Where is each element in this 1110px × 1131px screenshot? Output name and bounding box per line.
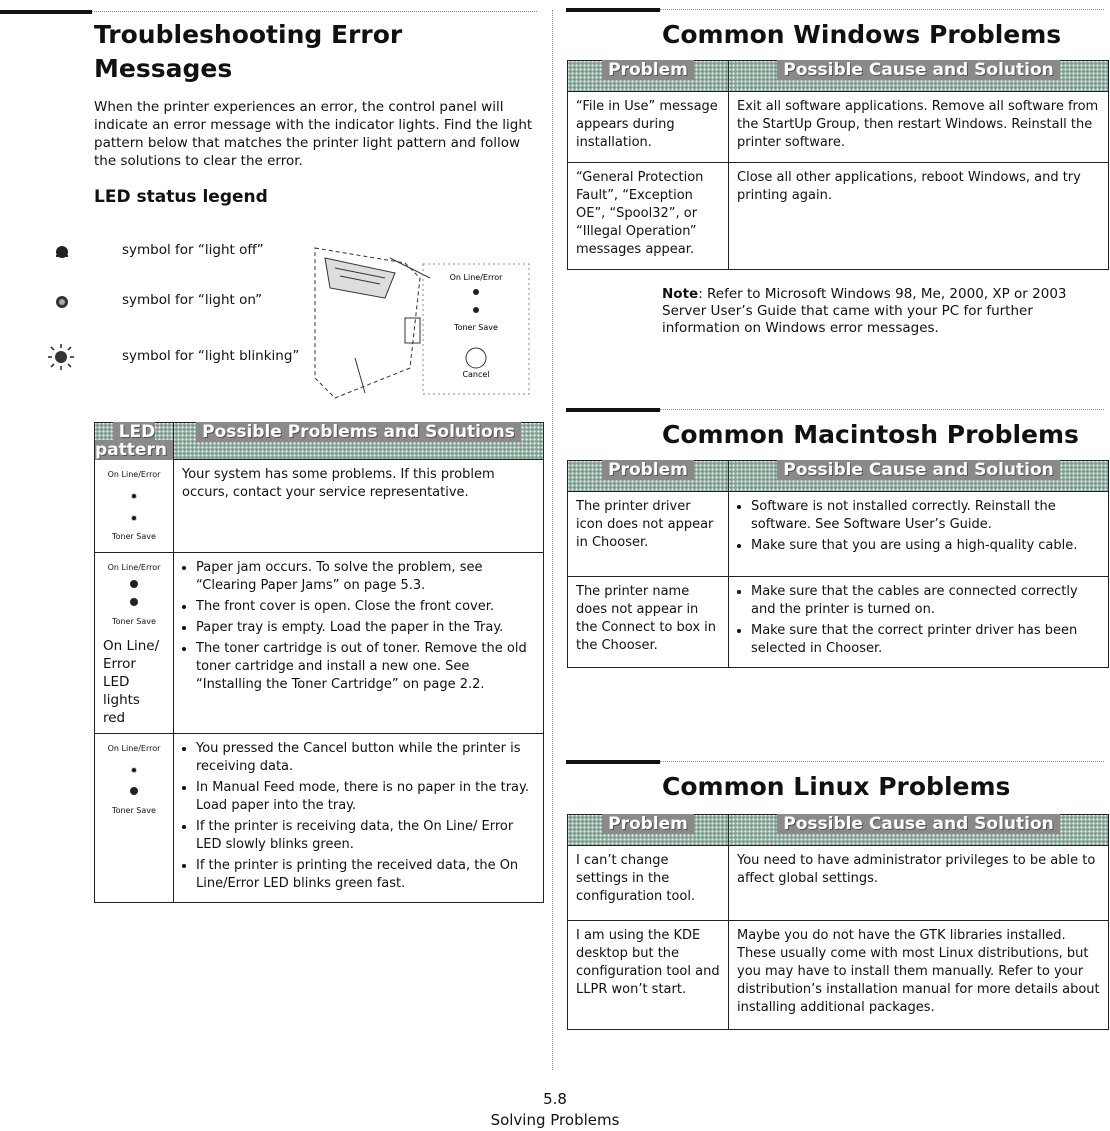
- title-rule: [0, 10, 92, 14]
- led-table-header-solutions: Possible Problems and Solutions: [174, 423, 544, 460]
- led-pattern-cell: On Line/Error Toner Save On Line/ Error LED lights red: [95, 553, 174, 734]
- table-row: [95, 553, 544, 734]
- table-row: [568, 492, 1109, 577]
- led-pattern-cell: On Line/Error ✹ ✹ Toner Save: [95, 460, 174, 553]
- led-table-header-pattern: LED pattern: [95, 423, 174, 460]
- mac-header-problem: Problem: [568, 461, 729, 492]
- led-table: [94, 422, 544, 903]
- page-number: 5.8: [543, 1090, 567, 1108]
- linux-title: Common Linux Problems: [662, 772, 1011, 801]
- solution-cell: Close all other applications, reboot Windows, and try printing again.: [729, 163, 1109, 270]
- windows-header-solution: Possible Cause and Solution: [729, 61, 1109, 92]
- solution-cell: • Make sure that the cables are connected correctly and the printer is turned on. • Make sure that the correct printer driver has been selected in Chooser.: [729, 577, 1109, 668]
- printer-illustration: [295, 218, 540, 410]
- led-blink-icon: [46, 342, 76, 372]
- solution-cell: Your system has some problems. If this problem occurs, contact your service representative.: [174, 460, 544, 553]
- linux-rule-thin: [660, 761, 1104, 762]
- legend-on: [52, 280, 262, 320]
- page-title: Troubleshooting Error Messages: [94, 20, 403, 83]
- legend-off-label: symbol for “light off”: [122, 242, 264, 258]
- led-off-icon: [52, 242, 72, 262]
- mac-title: Common Macintosh Problems: [662, 420, 1079, 449]
- problem-cell: “File in Use” message appears during installation.: [568, 92, 729, 163]
- problem-cell: “General Protection Fault”, “Exception OE”, “Spool32”, or “Illegal Operation” messages appear.: [568, 163, 729, 270]
- problem-cell: The printer name does not appear in the Connect to box in the Chooser.: [568, 577, 729, 668]
- mac-header-solution: Possible Cause and Solution: [729, 461, 1109, 492]
- legend-heading: LED status legend: [94, 187, 268, 207]
- table-row: [568, 92, 1109, 163]
- legend-blink: [52, 336, 299, 376]
- solution-cell: You need to have administrator privileges to be able to affect global settings.: [729, 846, 1109, 921]
- problem-cell: The printer driver icon does not appear in Chooser.: [568, 492, 729, 577]
- table-row: [95, 734, 544, 903]
- windows-table: [567, 60, 1109, 270]
- intro-text: When the printer experiences an error, the control panel will indicate an error message with the indicator lights. Find the light pattern below that matches the printer light pattern and follow the solutions to clear the error.: [94, 99, 533, 169]
- legend-off: [52, 230, 264, 270]
- windows-note: Note: Refer to Microsoft Windows 98, Me, 2000, XP or 2003 Server User’s Guide that came with your PC for further information on Windows error messages.: [662, 286, 1067, 336]
- table-row: [568, 921, 1109, 1030]
- panel-toner-label: Toner Save: [454, 323, 498, 332]
- linux-header-solution: Possible Cause and Solution: [729, 815, 1109, 846]
- table-row: [568, 577, 1109, 668]
- windows-header-problem: Problem: [568, 61, 729, 92]
- legend-on-label: symbol for “light on”: [122, 292, 263, 308]
- mac-rule-thin: [660, 409, 1104, 410]
- windows-rule-thin: [660, 9, 1104, 10]
- linux-rule: [566, 760, 660, 764]
- mac-rule: [566, 408, 660, 412]
- mac-table: [567, 460, 1109, 668]
- panel-cancel-label: Cancel: [462, 370, 490, 379]
- solution-cell: Maybe you do not have the GTK libraries installed. These usually come with most Linux distributions, but you may have to install them manually. Refer to your distribution’s installation manual for more details about installing additional packages.: [729, 921, 1109, 1030]
- column-divider: [552, 10, 553, 1070]
- solution-cell: Exit all software applications. Remove all software from the StartUp Group, then restart Windows. Reinstall the printer software.: [729, 92, 1109, 163]
- solution-cell: • Paper jam occurs. To solve the problem, see “Clearing Paper Jams” on page 5.3. • The front cover is open. Close the front cover. • Paper tray is empty. Load the paper in the Tray. • The toner cartridge is out of toner. Remove the old toner cartridge and install a new one. See “Installing the Toner Cartridge” on page 2.2.: [174, 553, 544, 734]
- table-row: [568, 846, 1109, 921]
- legend-blink-label: symbol for “light blinking”: [122, 348, 300, 364]
- led-red-label: On Line/ Error LED lights red: [103, 638, 160, 726]
- solution-cell: • You pressed the Cancel button while the printer is receiving data. • In Manual Feed mode, there is no paper in the tray. Load paper into the tray. • If the printer is receiving data, the On Line/ Error LED slowly blinks green. • If the printer is printing the received data, the On Line/Error LED blinks green fast.: [174, 734, 544, 903]
- section-name: Solving Problems: [490, 1111, 620, 1129]
- linux-table: [567, 814, 1109, 1030]
- title-rule-thin: [92, 11, 537, 12]
- led-pattern-cell: On Line/Error ✹ Toner Save: [95, 734, 174, 903]
- problem-cell: I am using the KDE desktop but the configuration tool and LLPR won’t start.: [568, 921, 729, 1030]
- linux-header-problem: Problem: [568, 815, 729, 846]
- panel-online-label: On Line/Error: [449, 273, 503, 282]
- windows-title: Common Windows Problems: [662, 20, 1062, 49]
- problem-cell: I can’t change settings in the configuration tool.: [568, 846, 729, 921]
- table-row: [95, 460, 544, 553]
- led-on-icon: [52, 292, 72, 312]
- windows-rule: [566, 8, 660, 12]
- table-row: [568, 163, 1109, 270]
- solution-cell: • Software is not installed correctly. Reinstall the software. See Software User’s Guide. • Make sure that you are using a high-quality cable.: [729, 492, 1109, 577]
